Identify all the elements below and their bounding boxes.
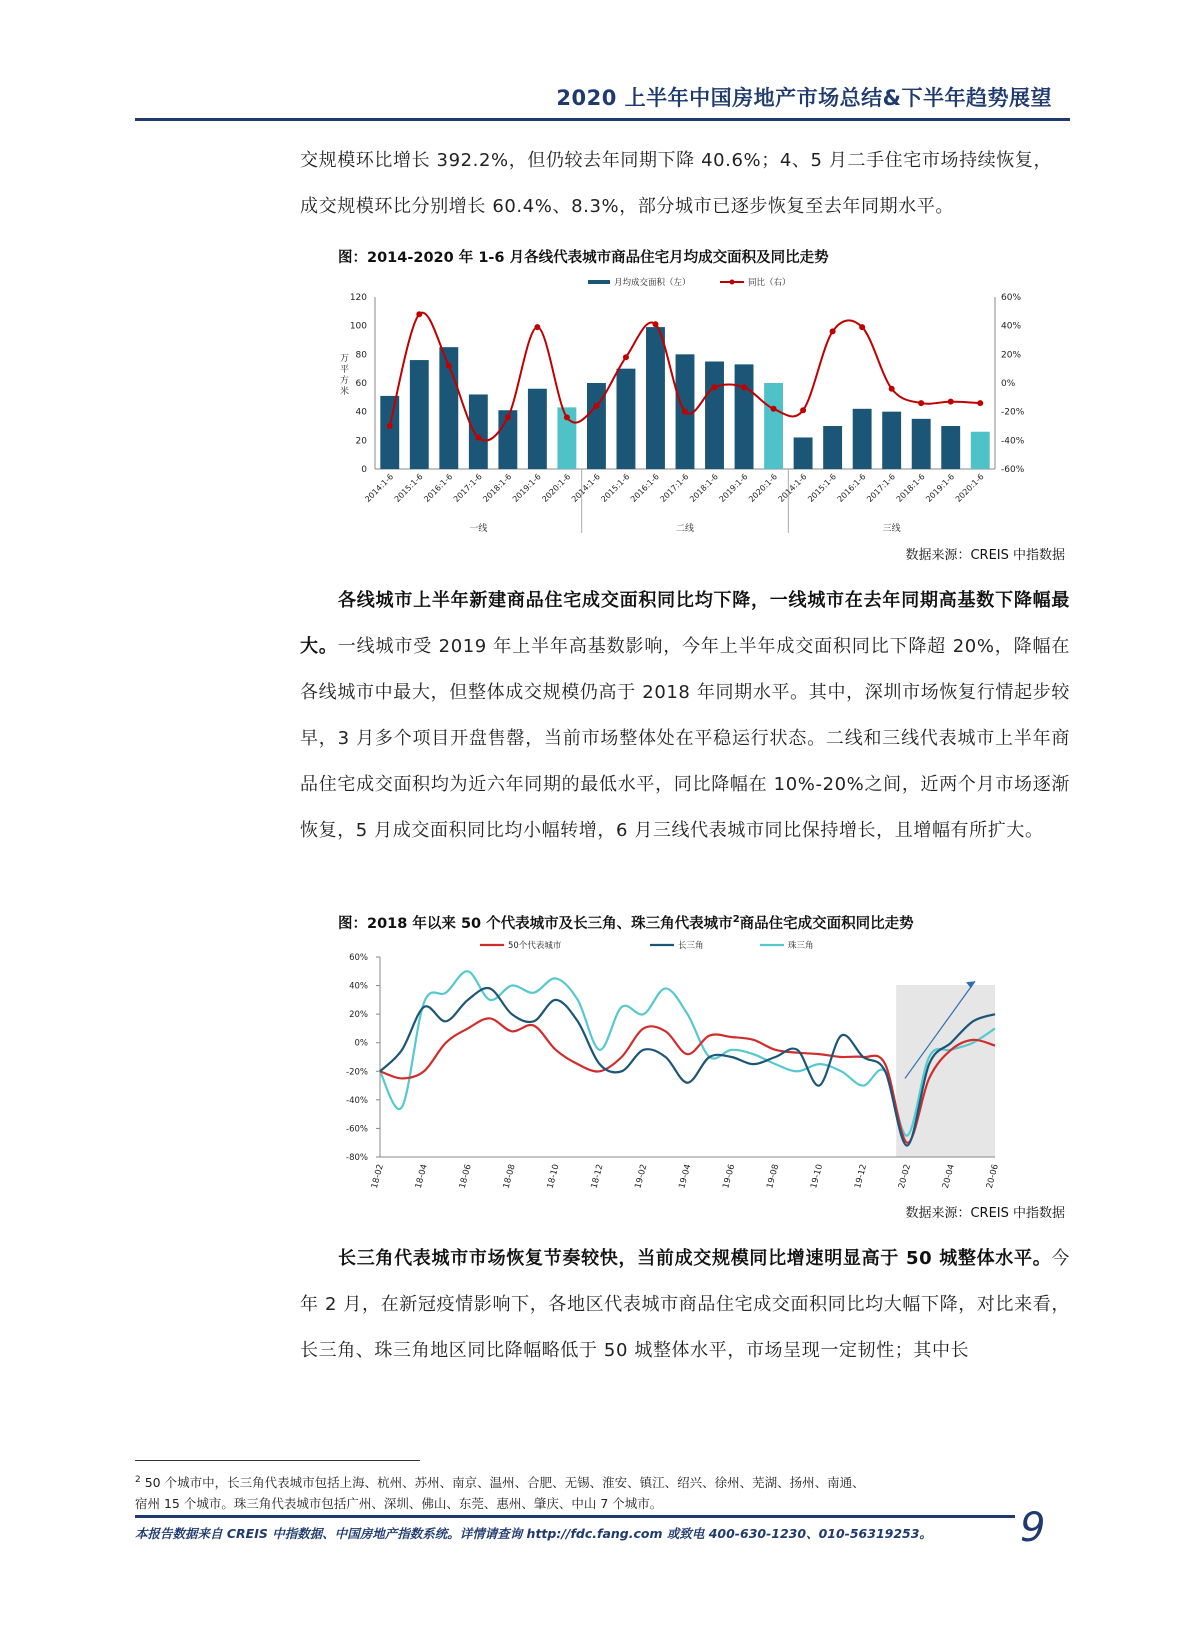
chart-2-y-tick-label: 20% <box>349 1010 368 1021</box>
chart-1-right-tick-label: 0% <box>1001 379 1016 389</box>
chart-1-x-tick-label: 2016:1-6 <box>628 472 661 504</box>
figure-2-caption <box>338 912 914 933</box>
chart-1-yoy-point <box>918 400 924 406</box>
chart-1-yoy-point <box>564 414 570 420</box>
chart-1-left-tick-label: 20 <box>355 436 367 447</box>
chart-1-x-tick-label: 2018:1-6 <box>688 472 720 504</box>
chart-1-yoy-point <box>771 406 777 412</box>
chart-1-legend-swatch-marker <box>730 280 735 285</box>
chart-2-x-tick-label: 18-08 <box>501 1163 518 1190</box>
paragraph-3-body: 今年 2 月，在新冠疫情影响下，各地区代表城市商品住宅成交面积同比均大幅下降，对比来看，长三角、珠三角地区同比降幅略低于 50 城整体水平，市场呈现一定韧性；其中长 <box>300 1248 1070 1361</box>
chart-1-x-tick-label: 2016:1-6 <box>422 472 455 504</box>
chart-1-x-tick-label: 2018:1-6 <box>894 472 927 504</box>
paragraph-3-lead: 长三角代表城市市场恢复节奏较快，当前成交规模同比增速明显高于 50 城整体水平。 <box>338 1248 1052 1269</box>
chart-2-x-tick-label: 19-04 <box>677 1163 694 1190</box>
chart-1-x-tick-label: 2014:1-6 <box>569 472 602 504</box>
chart-1-bar <box>617 369 636 469</box>
chart-1-yoy-point <box>475 434 481 440</box>
chart-2-x-tick-label: 20-02 <box>896 1163 914 1190</box>
chart-1-x-tick-label: 2017:1-6 <box>451 472 484 504</box>
chart-1-yoy-point <box>712 384 718 390</box>
chart-1-bar <box>646 327 665 469</box>
chart-1-yoy-point <box>948 399 954 405</box>
chart-1-legend-label: 月均成交面积（左） <box>614 278 691 288</box>
chart-1-legend <box>588 277 791 288</box>
chart-2-x-tick-label: 18-02 <box>369 1163 386 1190</box>
chart-1-x-tick-label: 2020:1-6 <box>953 472 986 504</box>
chart-1-bar <box>912 419 931 469</box>
header-rule <box>135 118 1070 121</box>
chart-1-left-tick-label: 100 <box>349 321 367 332</box>
chart-1-bar <box>410 360 429 469</box>
chart-2-y-tick-label: -20% <box>346 1067 368 1078</box>
chart-1-yoy-point <box>534 324 540 330</box>
chart-2-y-tick-label: -60% <box>346 1124 368 1135</box>
chart-1-bar <box>528 389 547 469</box>
chart-1-bar <box>823 426 842 469</box>
chart-1-right-tick-label: -60% <box>1001 465 1025 475</box>
paragraph-2 <box>300 578 1070 854</box>
chart-1-yoy-point <box>652 321 658 327</box>
chart-1-yoy-point <box>416 311 422 317</box>
footnote-line-1: 50 个城市中，长三角代表城市包括上海、杭州、苏州、南京、温州、合肥、无锡、淮安、镇江、绍兴、徐州、芜湖、扬州、南通、 <box>144 1475 865 1491</box>
footnote-line-2: 宿州 15 个城市。珠三角代表城市包括广州、深圳、佛山、东莞、惠州、肇庆、中山 7 个城市。 <box>135 1496 663 1512</box>
chart-1-x-tick-label: 2018:1-6 <box>481 472 514 504</box>
footnote-rule <box>135 1460 420 1461</box>
paragraph-2-body: 一线城市受 2019 年上半年高基数影响，今年上半年成交面积同比下降超 20%，降幅在各线城市中最大，但整体成交规模仍高于 2018 年同期水平。其中，深圳市场恢复行情起步较早，3 月多个项目开盘售罄，当前市场整体处在平稳运行状态。二线和三线代表城市上半年商品住宅成交面积均为近六年同期的最低水平，同比降幅在 10%-20%之间，近两个月市场逐渐恢复，5 月成交面积同比均小幅转增，6 月三线代表城市同比保持增长，且增幅有所扩大。 <box>300 636 1071 841</box>
chart-1-yoy-point <box>977 400 983 406</box>
chart-1-right-tick-label: -40% <box>1001 436 1025 447</box>
chart-1-right-tick-label: 20% <box>1001 350 1022 361</box>
chart-2-y-tick-label: 40% <box>349 981 368 992</box>
chart-1-left-tick-label: 60 <box>355 379 367 389</box>
chart-2-x-tick-label: 19-12 <box>853 1163 870 1190</box>
chart-1-x-tick-label: 2017:1-6 <box>865 472 898 504</box>
chart-2-legend-label: 50个代表城市 <box>508 941 562 951</box>
chart-2-x-tick-label: 20-06 <box>984 1163 1001 1190</box>
chart-2-x-tick-label: 19-02 <box>633 1163 650 1190</box>
chart-2-y-tick-label: -80% <box>346 1153 368 1163</box>
chart-2-x-tick-label: 19-08 <box>765 1163 782 1190</box>
chart-1-right-tick-label: 60% <box>1001 293 1022 303</box>
chart-1-left-tick-label: 80 <box>355 350 367 361</box>
chart-1-group-label: 三线 <box>882 524 901 534</box>
figure-1-caption: 图：2014-2020 年 1-6 月各线代表城市商品住宅月均成交面积及同比走势 <box>338 250 829 266</box>
chart-1-legend-label: 同比（右） <box>748 278 791 288</box>
chart-1-bar <box>794 437 813 469</box>
chart-1-bar <box>705 362 724 470</box>
chart-1-right-tick-label: -20% <box>1001 407 1025 418</box>
footer-text: 本报告数据来自 CREIS 中指数据、中国房地产指数系统。详情请查询 http://fdc.fang.com 或致电 400-630-1230、010-56319253。 <box>135 1526 932 1541</box>
chart-1-x-tick-label: 2014:1-6 <box>776 472 809 504</box>
chart-1-yoy-point <box>682 409 688 415</box>
figure-2-caption-end: 商品住宅成交面积同比走势 <box>739 916 914 932</box>
chart-1-right-tick-label: 40% <box>1001 321 1022 332</box>
paragraph-1-line-1: 交规模环比增长 392.2%，但仍较去年同期下降 40.6%；4、5 月二手住宅市场持续恢复， <box>300 150 1053 171</box>
chart-1-bar <box>882 412 901 469</box>
chart-1-legend-swatch-bar <box>588 280 610 284</box>
chart-1-x-tick-label: 2015:1-6 <box>392 472 425 504</box>
footnote-marker: 2 <box>135 1475 141 1485</box>
chart-2-legend-label: 珠三角 <box>788 941 814 951</box>
figure-2-caption-main: 图：2018 年以来 50 个代表城市及长三角、珠三角代表城市 <box>338 916 733 932</box>
chart-1-bar <box>941 426 960 469</box>
figure-2-caption-footnote-marker: 2 <box>732 914 740 926</box>
chart-1-bar <box>735 364 754 469</box>
chart-1-yoy-point <box>623 354 629 360</box>
chart-2-legend <box>480 940 814 951</box>
chart-1-yoy-point <box>505 414 511 420</box>
chart-2-x-tick-label: 19-06 <box>721 1163 738 1190</box>
chart-1-group-label: 一线 <box>469 524 488 534</box>
chart-2-x-tick-label: 18-06 <box>457 1163 474 1190</box>
chart-1-x-tick-label: 2020:1-6 <box>747 472 779 504</box>
paragraph-2-lead: 各线城市上半年新建商品住宅成交面积同比均下降，一线城市在去年同期高基数下降幅最大。 <box>300 590 1070 657</box>
chart-2-y-tick-label: 60% <box>349 953 368 963</box>
chart-2-y-tick-label: -40% <box>346 1095 368 1106</box>
chart-1-yoy-point <box>446 363 452 369</box>
chart-2-legend-label: 长三角 <box>678 941 704 951</box>
paragraph-1 <box>300 138 1070 230</box>
chart-1-bar <box>764 383 783 469</box>
chart-1-yoy-point <box>741 384 747 390</box>
paragraph-3 <box>300 1236 1070 1374</box>
chart-1-yoy-point <box>830 328 836 334</box>
chart-1-left-tick-label: 120 <box>349 293 367 303</box>
page-number: 9 <box>1020 1505 1046 1551</box>
chart-1-y-axis-label: 万平方米 <box>340 354 350 397</box>
chart-1-yoy-point <box>387 423 393 429</box>
chart-1-x-tick-label: 2016:1-6 <box>835 472 868 504</box>
chart-2-x-tick-label: 18-12 <box>589 1163 606 1190</box>
chart-1-bar <box>853 409 872 469</box>
chart-1-bar <box>971 432 990 469</box>
chart-1-yoy-point <box>800 407 806 413</box>
chart-1-yoy-point <box>889 386 895 392</box>
chart-1 <box>330 272 1050 540</box>
chart-1-group-label: 二线 <box>675 524 695 534</box>
figure-1-source: 数据来源：CREIS 中指数据 <box>905 548 1065 563</box>
chart-1-x-tick-label: 2015:1-6 <box>806 472 839 504</box>
chart-2-x-tick-label: 18-04 <box>413 1163 430 1190</box>
chart-2-y-tick-label: 0% <box>354 1038 368 1049</box>
chart-1-bar <box>380 396 399 469</box>
footnote <box>135 1470 1070 1514</box>
paragraph-1-line-2: 成交规模环比分别增长 60.4%、8.3%，部分城市已逐步恢复至去年同期水平。 <box>300 196 955 217</box>
chart-1-x-tick-label: 2019:1-6 <box>924 472 957 504</box>
chart-1-x-tick-label: 2019:1-6 <box>717 472 750 504</box>
chart-1-left-tick-label: 0 <box>361 465 367 475</box>
footer-rule <box>135 1515 1015 1518</box>
chart-1-bar <box>469 394 488 469</box>
chart-1-x-tick-label: 2015:1-6 <box>599 472 632 504</box>
chart-2-x-tick-label: 19-10 <box>809 1163 826 1190</box>
chart-1-x-tick-label: 2017:1-6 <box>658 472 691 504</box>
chart-1-x-tick-label: 2014:1-6 <box>363 472 396 504</box>
chart-1-x-tick-label: 2020:1-6 <box>540 472 573 504</box>
chart-1-left-tick-label: 40 <box>355 407 367 418</box>
figure-2-source: 数据来源：CREIS 中指数据 <box>905 1206 1065 1221</box>
chart-2-x-tick-label: 18-10 <box>545 1163 562 1190</box>
chart-2-x-tick-label: 20-04 <box>940 1163 957 1190</box>
chart-1-yoy-point <box>859 324 865 330</box>
chart-1-yoy-point <box>593 403 599 409</box>
chart-1-x-tick-label: 2019:1-6 <box>510 472 543 504</box>
chart-2 <box>330 935 1020 1200</box>
page-header-title: 2020 上半年中国房地产市场总结&下半年趋势展望 <box>556 86 1052 110</box>
